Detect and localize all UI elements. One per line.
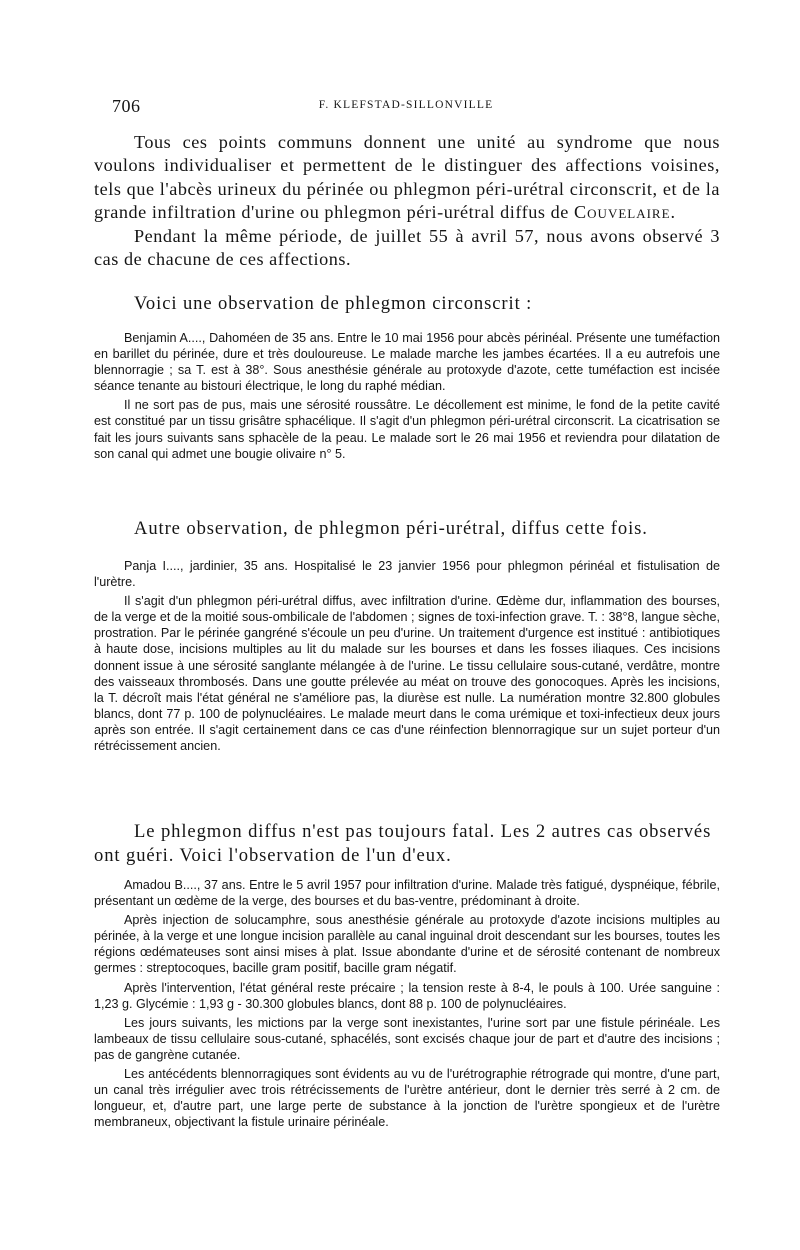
intro-paragraph-1-end: .	[670, 202, 676, 223]
section-heading-circonscrit: Voici une observation de phlegmon circonscrit :	[134, 293, 533, 314]
observation-amadou	[94, 877, 720, 1133]
observation-paragraph: Benjamin A...., Dahoméen de 35 ans. Entre le 10 mai 1956 pour abcès périnéal. Présente une tuméfaction en barillet du périnée, dure et très douloureuse. Le malade marche les jambes écartées. Il a eu autrefois une blennorragie ; sa T. est à 38°. Sous anesthésie générale au protoxyde d'azote, cette tuméfaction est incisée séance tenante au bistouri électrique, le long du raphé médian.	[94, 331, 720, 394]
observation-benjamin	[94, 330, 720, 465]
observation-paragraph: Après injection de solucamphre, sous anesthésie générale au protoxyde d'azote incisions multiples au périnée, à la verge et une longue incision parallèle au canal inguinal droit descendant sur les bourses, toutes les régions œdémateuses sont ainsi mises à plat. Issue abondante d'urine et de sérosité contenant de nombreux germes : streptocoques, bacille gram positif, bacille gram négatif.	[94, 913, 720, 976]
running-title: F. KLEFSTAD-SILLONVILLE	[318, 99, 494, 111]
section-heading-diffus: Autre observation, de phlegmon péri-urétral, diffus cette fois.	[134, 518, 648, 539]
page-header	[112, 96, 700, 116]
observation-panja	[94, 558, 720, 757]
intro-paragraph-1	[94, 131, 720, 225]
page-number: 706	[112, 96, 141, 116]
intro-paragraph-1-text: Tous ces points communs donnent une unité au syndrome que nous voulons individualiser et permettent de le distinguer des affections voisines, tels que l'abcès urineux du périnée ou phlegmon péri-urétral circonscrit, et de la grande infiltration d'urine ou phlegmon péri-urétral diffus de	[94, 132, 720, 223]
intro-paragraph-2: Pendant la même période, de juillet 55 à avril 57, nous avons observé 3 cas de chacune de ces affections.	[94, 225, 720, 270]
observation-paragraph: Il ne sort pas de pus, mais une sérosité roussâtre. Le décollement est minime, le fond de la petite cavité est constitué par un tissu grisâtre sphacélique. Il s'agit d'un phlegmon péri-urétral circonscrit. La cicatrisation se fait les jours suivants sans sphacèle de la peau. Le malade sort le 26 mai 1956 et reviendra pour dilatation de son canal qui admet une bougie olivaire n° 5.	[94, 398, 720, 461]
observation-paragraph: Les jours suivants, les mictions par la verge sont inexistantes, l'urine sort par une fistule périnéale. Les lambeaux de tissu cellulaire sous-cutané, sphacélés, sont excisés chaque jour de part et d'autre des incisions ; pas de gangrène cutanée.	[94, 1015, 720, 1062]
intro-text	[94, 131, 720, 271]
section-heading-gueri: Le phlegmon diffus n'est pas toujours fatal. Les 2 autres cas observés ont guéri. Voici l'observation de l'un d'eux.	[94, 821, 712, 866]
observation-paragraph: Il s'agit d'un phlegmon péri-urétral diffus, avec infiltration d'urine. Œdème dur, inflammation des bourses, de la verge et de la moitié sous-ombilicale de l'abdomen ; signes de toxi-infection grave. T. : 38°8, langue sèche, prostration. Par le périnée gangréné s'écoule un peu d'urine. Un traitement d'urgence est institué : antibiotiques à haute dose, incisions multiples au lit du malade sur les bourses et dans les fosses iliaques. Ces incisions donnent issue à une sérosité sanglante mélangée à de l'urine. Le tissu cellulaire sous-cutané, verdâtre, montre des vaisseaux thrombosés. Dans une goutte prélevée au méat on trouve des gonocoques. Après les incisions, la T. décroît mais l'état général ne s'améliore pas, la diurèse est nulle. La numération montre 32.800 globules blancs, dont 77 p. 100 de polynucléaires. Le malade meurt dans le coma urémique et toxi-infectieux deux jours après son entrée. Il s'agit certainement dans ce cas d'une réinfection blennorragique sur un sujet porteur d'un rétrécissement ancien.	[94, 594, 720, 754]
author-name: Couvelaire	[574, 202, 671, 223]
observation-paragraph: Amadou B...., 37 ans. Entre le 5 avril 1957 pour infiltration d'urine. Malade très fatigué, dyspnéique, fébrile, présentant un œdème de la verge, des bourses et du bas-ventre, prédominant à droite.	[94, 878, 720, 909]
observation-paragraph: Panja I...., jardinier, 35 ans. Hospitalisé le 23 janvier 1956 pour phlegmon périnéal et fistulisation de l'urètre.	[94, 559, 720, 590]
observation-paragraph: Après l'intervention, l'état général reste précaire ; la tension reste à 8-4, le pouls à 100. Urée sanguine : 1,23 g. Glycémie : 1,93 g - 30.300 globules blancs, dont 88 p. 100 de polynucléaires.	[94, 980, 720, 1011]
observation-paragraph: Les antécédents blennorragiques sont évidents au vu de l'urétrographie rétrograde qui montre, d'une part, un canal très irrégulier avec trois rétrécissements de l'urètre antérieur, dont le dernier très serré à 2 cm. de longueur, et, d'autre part, une large perte de substance à la jonction de l'urètre spongieux et de l'urètre membraneux, objectivant la fistule urinaire périnéale.	[94, 1067, 720, 1130]
